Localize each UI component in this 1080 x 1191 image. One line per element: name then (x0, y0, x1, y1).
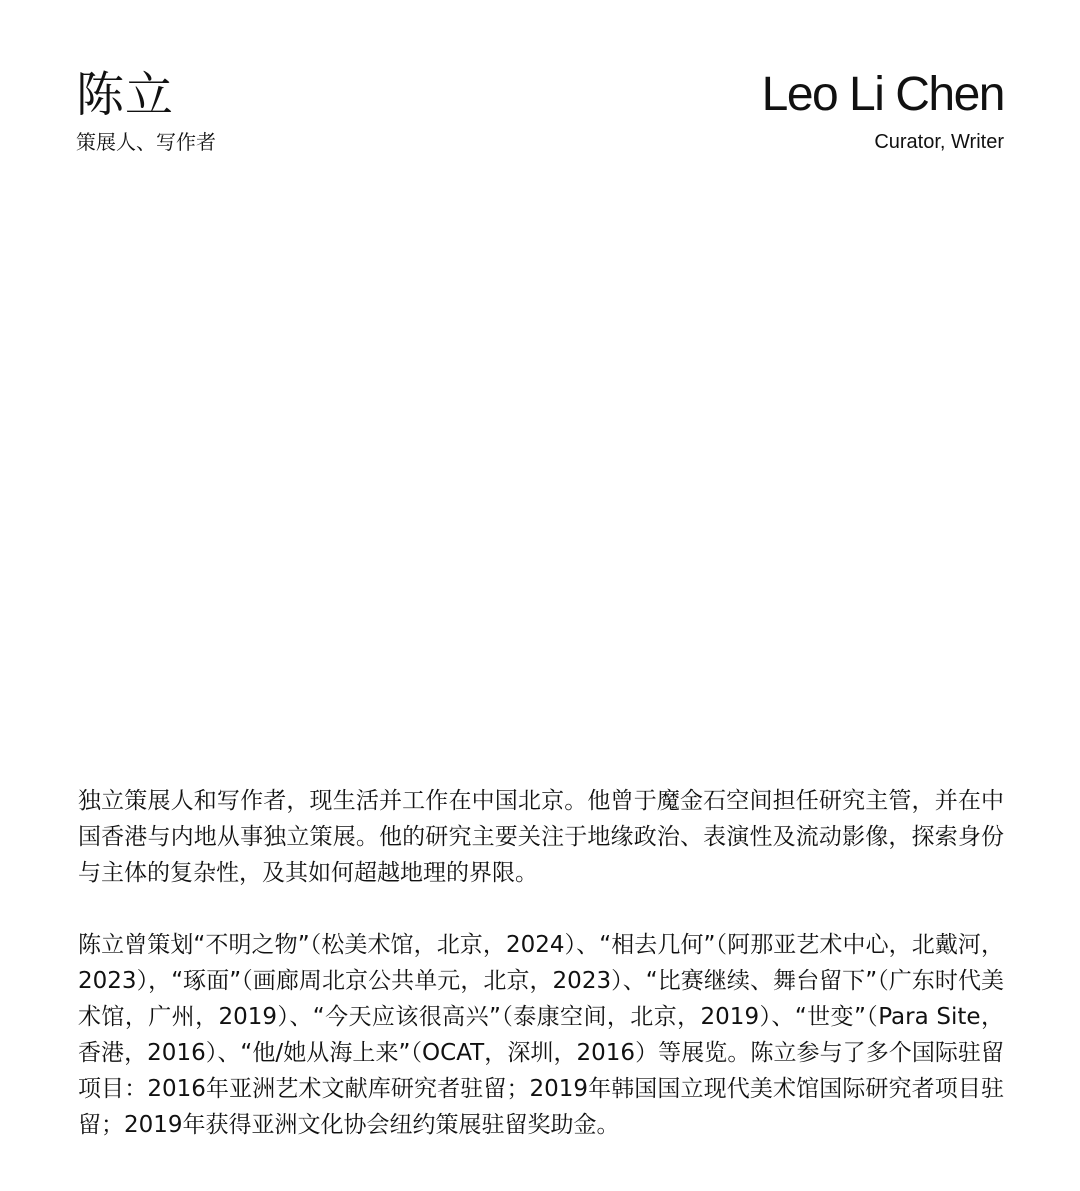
biography (78, 783, 1004, 1143)
bio-paragraph-2: 陈立曾策划“不明之物”（松美术馆，北京，2024）、“相去几何”（阿那亚艺术中心，北戴河，2023），“琢面”（画廊周北京公共单元，北京，2023）、“比赛继续、舞台留下”（广东时代美术馆，广州，2019）、“今天应该很高兴”（泰康空间，北京，2019）、“世变”（Para Site，香港，2016）、“他/她从海上来”（OCAT，深圳，2016）等展览。陈立参与了多个国际驻留项目：2016年亚洲艺术文献库研究者驻留；2019年韩国国立现代美术馆国际研究者项目驻留；2019年获得亚洲文化协会纽约策展驻留奖助金。 (78, 932, 1004, 1138)
role-english: Curator, Writer (874, 131, 1004, 153)
header-right (762, 66, 1004, 156)
name-chinese: 陈立 (76, 67, 175, 123)
role-chinese: 策展人、写作者 (76, 130, 216, 154)
header-left (76, 66, 216, 156)
name-english: Leo Li Chen (761, 68, 1004, 121)
bio-paragraph-1: 独立策展人和写作者，现生活并工作在中国北京。他曾于魔金石空间担任研究主管，并在中国香港与内地从事独立策展。他的研究主要关注于地缘政治、表演性及流动影像，探索身份与主体的复杂性，及其如何超越地理的界限。 (78, 788, 1004, 886)
